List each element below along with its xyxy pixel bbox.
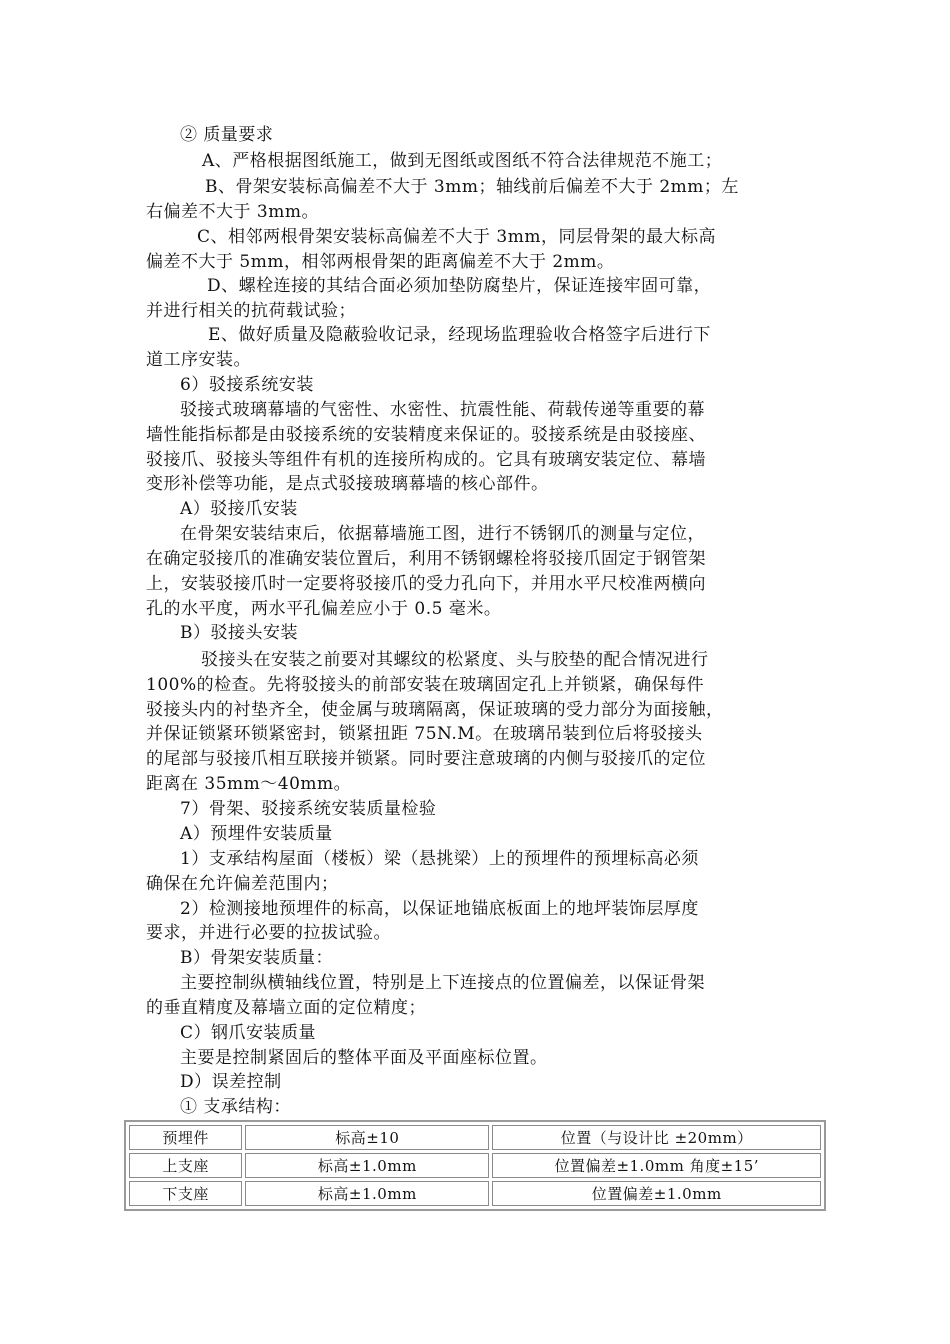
table-cell: 位置（与设计比 ±20mm） bbox=[492, 1125, 821, 1150]
paragraph-line: E、做好质量及隐蔽验收记录，经现场监理验收合格签字后进行下 bbox=[208, 325, 711, 345]
subsection-heading: B）骨架安装质量： bbox=[180, 948, 333, 968]
table-row bbox=[129, 1125, 821, 1150]
tolerance-table bbox=[124, 1120, 826, 1211]
subsection-heading: C）钢爪安装质量 bbox=[180, 1023, 317, 1043]
paragraph-line: 在骨架安装结束后，依据幕墙施工图，进行不锈钢爪的测量与定位， bbox=[180, 524, 705, 544]
paragraph-line: ① 支承结构： bbox=[180, 1097, 291, 1117]
paragraph-line: 主要控制纵横轴线位置，特别是上下连接点的位置偏差，以保证骨架 bbox=[180, 973, 705, 993]
paragraph-line: B、骨架安装标高偏差不大于 3mm；轴线前后偏差不大于 2mm；左 bbox=[205, 177, 739, 197]
table-cell: 标高±1.0mm bbox=[245, 1153, 489, 1178]
paragraph-line: 主要是控制紧固后的整体平面及平面座标位置。 bbox=[180, 1048, 548, 1068]
paragraph-line: D、螺栓连接的其结合面必须加垫防腐垫片，保证连接牢固可靠， bbox=[207, 276, 712, 296]
subsection-heading: A）预埋件安装质量 bbox=[180, 824, 333, 844]
paragraph-line: 100%的检查。先将驳接头的前部安装在玻璃固定孔上并锁紧，确保每件 bbox=[146, 675, 705, 695]
paragraph-line: 并进行相关的抗荷载试验； bbox=[146, 301, 356, 321]
heading-quality-requirements: ② 质量要求 bbox=[180, 125, 274, 145]
paragraph-line: 墙性能指标都是由驳接系统的安装精度来保证的。驳接系统是由驳接座、 bbox=[146, 425, 706, 445]
paragraph-line: 的尾部与驳接爪相互联接并锁紧。同时要注意玻璃的内侧与驳接爪的定位 bbox=[146, 749, 706, 769]
paragraph-line: 确保在允许偏差范围内； bbox=[146, 874, 339, 894]
paragraph-line: 道工序安装。 bbox=[146, 350, 251, 370]
table-row bbox=[129, 1153, 821, 1178]
subsection-heading: A）驳接爪安装 bbox=[180, 499, 298, 519]
paragraph-line: 驳接头在安装之前要对其螺纹的松紧度、头与胶垫的配合情况进行 bbox=[201, 650, 709, 670]
section-heading: 6）驳接系统安装 bbox=[180, 375, 314, 395]
paragraph-line: 的垂直精度及幕墙立面的定位精度； bbox=[146, 998, 426, 1018]
paragraph-line: 并保证锁紧环锁紧密封，锁紧扭距 75N.M。在玻璃吊装到位后将驳接头 bbox=[146, 724, 703, 744]
table-cell: 上支座 bbox=[129, 1153, 242, 1178]
paragraph-line: 孔的水平度，两水平孔偏差应小于 0.5 毫米。 bbox=[146, 599, 502, 619]
paragraph-line: 变形补偿等功能，是点式驳接玻璃幕墙的核心部件。 bbox=[146, 474, 549, 494]
paragraph-line: 右偏差不大于 3mm。 bbox=[146, 202, 319, 222]
paragraph-line: 要求，并进行必要的拉拔试验。 bbox=[146, 923, 391, 943]
table-cell: 预埋件 bbox=[129, 1125, 242, 1150]
paragraph-line: 上，安装驳接爪时一定要将驳接爪的受力孔向下，并用水平尺校准两横向 bbox=[146, 574, 706, 594]
subsection-heading: D）误差控制 bbox=[180, 1072, 282, 1092]
table-cell: 下支座 bbox=[129, 1181, 242, 1206]
table-cell: 位置偏差±1.0mm bbox=[492, 1181, 821, 1206]
subsection-heading: B）驳接头安装 bbox=[180, 623, 298, 643]
paragraph-line: C、相邻两根骨架安装标高偏差不大于 3mm，同层骨架的最大标高 bbox=[197, 227, 716, 247]
table-cell: 标高±1.0mm bbox=[245, 1181, 489, 1206]
paragraph-line: 偏差不大于 5mm，相邻两根骨架的距离偏差不大于 2mm。 bbox=[146, 252, 615, 272]
section-heading: 7）骨架、驳接系统安装质量检验 bbox=[180, 799, 437, 819]
paragraph-line: 驳接式玻璃幕墙的气密性、水密性、抗震性能、荷载传递等重要的幕 bbox=[180, 400, 705, 420]
paragraph-line: 2）检测接地预埋件的标高，以保证地锚底板面上的地坪装饰层厚度 bbox=[180, 899, 699, 919]
paragraph-line: 驳接爪、驳接头等组件有机的连接所构成的。它具有玻璃安装定位、幕墙 bbox=[146, 450, 706, 470]
table-cell: 位置偏差±1.0mm 角度±15’ bbox=[492, 1153, 821, 1178]
paragraph-line: 1）支承结构屋面（楼板）梁（悬挑梁）上的预埋件的预埋标高必须 bbox=[180, 849, 699, 869]
table-row bbox=[129, 1181, 821, 1206]
paragraph-line: 在确定驳接爪的准确安装位置后，利用不锈钢螺栓将驳接爪固定于钢管架 bbox=[146, 549, 706, 569]
table-cell: 标高±10 bbox=[245, 1125, 489, 1150]
paragraph-line: 距离在 35mm～40mm。 bbox=[146, 774, 352, 794]
paragraph-line: 驳接头内的衬垫齐全，使金属与玻璃隔离，保证玻璃的受力部分为面接触， bbox=[146, 700, 724, 720]
paragraph-line: A、严格根据图纸施工，做到无图纸或图纸不符合法律规范不施工； bbox=[202, 151, 723, 171]
